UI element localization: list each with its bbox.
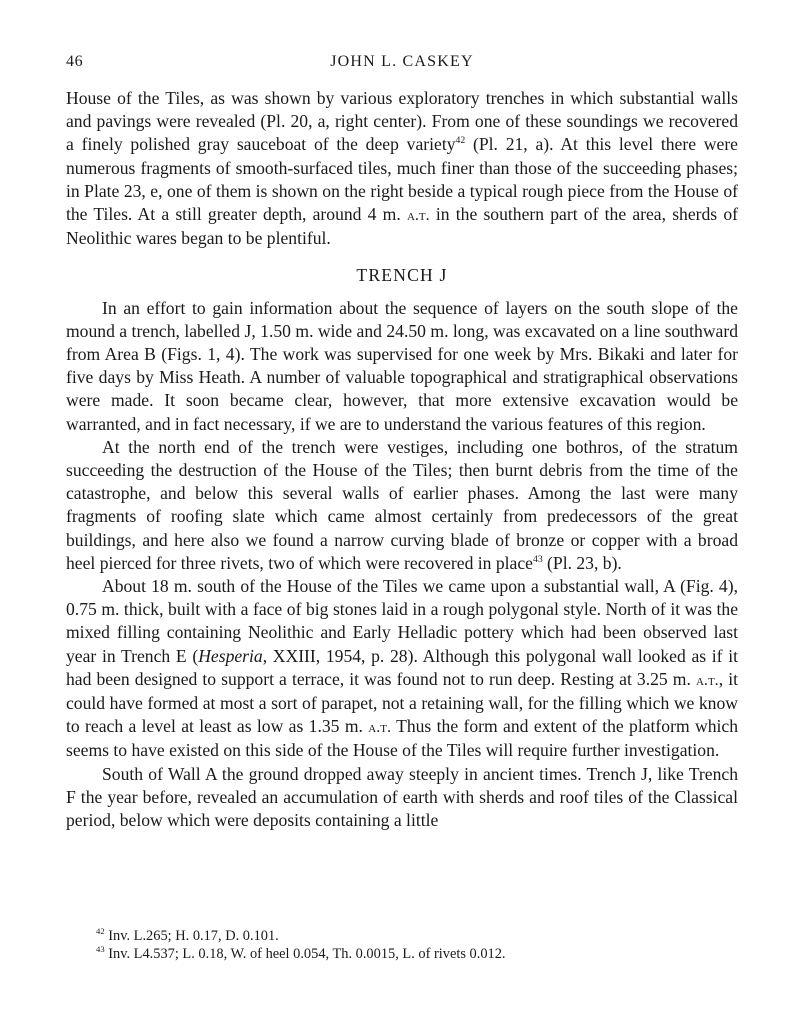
paragraph-3-part-b: (Pl. 23, b).	[542, 552, 622, 573]
abbrev-at: a.t.	[406, 206, 430, 225]
paragraph-4-part-d: Thus the form and extent of the platform which seems to have existed on this side of the House of the Tiles will require further investigation.	[66, 716, 738, 761]
footnote-text: Inv. L4.537; L. 0.18, W. of heel 0.054, Th. 0.0015, L. of rivets 0.012.	[104, 946, 506, 962]
paragraph-4-part-a: About 18 m. south of the House of the Tiles we came upon a substantial wall, A (Fig. 4), 0.75 m. thick, built with a face of big stones laid in a rough polygonal style. North of it was the mixed filling containing Neolithic and Early Helladic pottery which had been observed last year in Trench E (	[66, 576, 738, 666]
section-heading: TRENCH J	[356, 265, 448, 286]
footnote-42	[96, 927, 738, 945]
paragraph-2: In an effort to gain information about the sequence of layers on the south slope of the mound a trench, labelled J, 1.50 m. wide and 24.50 m. long, was excavated on a line southward from Area B (Figs. 1, 4). The work was supervised for one week by Mrs. Bikaki and later for five days by Miss Heath. A number of valuable topographical and stratigraphical observations were made. It soon became clear, however, that more extensive excavation would be warranted, and in fact necessary, if we are to understand the various features of this region.	[66, 297, 738, 434]
paragraph-1-part-c: in the southern part of the area, sherds of Neolithic wares began to be plentiful.	[66, 204, 738, 249]
paragraph-4	[66, 575, 738, 763]
abbrev-at: a.t.	[695, 670, 719, 689]
paragraph-4-part-c: , it could have formed at most a sort of parapet, not a retaining wall, for the filling which we know to reach a level at least as low as 1.35 m.	[66, 668, 738, 737]
paragraph-1-part-a: House of the Tiles, as was shown by various exploratory trenches in which substantial walls and pavings were revealed (Pl. 20, a, right center). From one of these soundings we recovered a finely polished gray sauceboat of the deep variety	[66, 88, 738, 155]
paragraph-4-part-b: , XXIII, 1954, p. 28). Although this polygonal wall looked as if it had been designed to support a terrace, it was found not to run deep. Resting at 3.25 m.	[66, 645, 738, 689]
page-number: 46	[66, 53, 84, 70]
abbrev-at: a.t.	[368, 718, 392, 737]
journal-title: Hesperia	[198, 645, 263, 666]
footnote-ref-43: 43	[532, 554, 543, 565]
paragraph-1	[66, 87, 738, 250]
footnote-43	[96, 945, 738, 963]
paragraph-1-part-b: (Pl. 21, a). At this level there were numerous fragments of smooth-surfaced tiles, much finer than those of the succeeding phases; in Plate 23, e, one of them is shown on the right beside a typical rough piece from the House of the Tiles. At a still greater depth, around 4 m.	[66, 134, 738, 225]
paragraph-3-part-a: At the north end of the trench were vestiges, including one bothros, of the stratum succeeding the destruction of the House of the Tiles; then burnt debris from the time of the catastrophe, and below this several walls of earlier phases. Among the last were many fragments of roofing slate which came almost certainly from predecessors of the great buildings, and here also we found a narrow curving blade of bronze or copper with a broad heel pierced for three rivets, two of which were recovered in place	[66, 436, 738, 573]
running-head: JOHN L. CASKEY	[330, 53, 474, 70]
footnotes	[96, 927, 738, 963]
paragraph-3	[66, 436, 738, 575]
footnote-number: 43	[96, 944, 105, 955]
body-text	[66, 87, 738, 832]
footnote-ref-42: 42	[455, 135, 466, 147]
footnote-number: 42	[96, 926, 105, 937]
page-header	[66, 53, 738, 77]
paragraph-5: South of Wall A the ground dropped away steeply in ancient times. Trench J, like Trench F the year before, revealed an accumulation of earth with sherds and roof tiles of the Classical period, below which were deposits containing a little	[66, 763, 738, 831]
footnote-text: Inv. L.265; H. 0.17, D. 0.101.	[104, 928, 279, 944]
